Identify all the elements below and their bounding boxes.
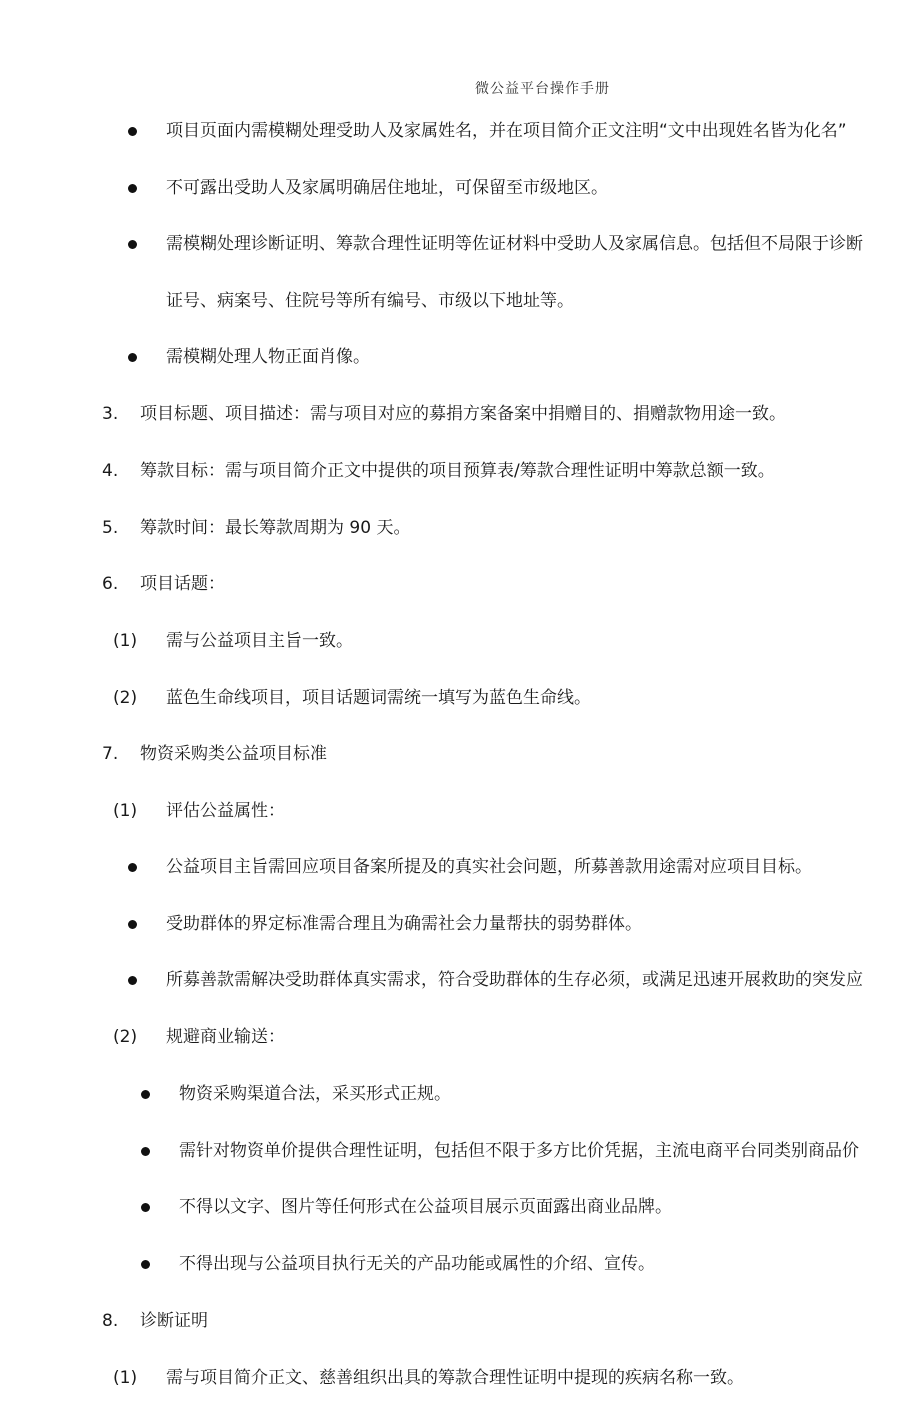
bullet-dot <box>128 240 137 249</box>
list-number: 4. <box>102 461 119 481</box>
list-number: 6. <box>102 574 119 594</box>
numbered-item: 筹款目标：需与项目简介正文中提供的项目预算表/筹款合理性证明中筹款总额一致。 <box>140 461 775 481</box>
bullet-item: 需模糊处理人物正面肖像。 <box>166 347 370 367</box>
bullet-dot <box>141 1260 150 1269</box>
list-number: 7. <box>102 744 119 764</box>
list-number: 8. <box>102 1311 119 1331</box>
page-header-title: 微公益平台操作手册 <box>475 81 610 97</box>
sub-number: (1) <box>113 1368 138 1388</box>
bullet-dot <box>128 920 137 929</box>
sub-number: (1) <box>113 631 138 651</box>
numbered-item: 筹款时间：最长筹款周期为 90 天。 <box>140 518 411 538</box>
bullet-item: 不得以文字、图片等任何形式在公益项目展示页面露出商业品牌。 <box>179 1197 672 1217</box>
sub-item: 规避商业输送： <box>166 1027 285 1047</box>
bullet-dot <box>128 127 137 136</box>
bullet-dot <box>128 184 137 193</box>
bullet-item: 所募善款需解决受助群体真实需求，符合受助群体的生存必须，或满足迅速开展救助的突发应 <box>166 970 863 990</box>
bullet-dot <box>141 1203 150 1212</box>
numbered-item: 项目标题、项目描述：需与项目对应的募捐方案备案中捐赠目的、捐赠款物用途一致。 <box>140 404 786 424</box>
numbered-item: 项目话题： <box>140 574 225 594</box>
sub-item: 需与项目简介正文、慈善组织出具的筹款合理性证明中提现的疾病名称一致。 <box>166 1368 744 1388</box>
sub-item: 蓝色生命线项目，项目话题词需统一填写为蓝色生命线。 <box>166 688 591 708</box>
sub-item: 需与公益项目主旨一致。 <box>166 631 353 651</box>
bullet-item: 物资采购渠道合法，采买形式正规。 <box>179 1084 451 1104</box>
bullet-dot <box>141 1147 150 1156</box>
bullet-item-continuation: 证号、病案号、住院号等所有编号、市级以下地址等。 <box>166 291 574 311</box>
bullet-dot <box>141 1090 150 1099</box>
bullet-dot <box>128 863 137 872</box>
bullet-item: 公益项目主旨需回应项目备案所提及的真实社会问题，所募善款用途需对应项目目标。 <box>166 857 812 877</box>
bullet-item: 需模糊处理诊断证明、筹款合理性证明等佐证材料中受助人及家属信息。包括但不局限于诊断 <box>166 234 863 254</box>
numbered-item: 诊断证明 <box>140 1311 208 1331</box>
sub-number: (1) <box>113 801 138 821</box>
bullet-item: 不可露出受助人及家属明确居住地址，可保留至市级地区。 <box>166 178 608 198</box>
bullet-item: 受助群体的界定标准需合理且为确需社会力量帮扶的弱势群体。 <box>166 914 642 934</box>
bullet-dot <box>128 353 137 362</box>
bullet-item: 需针对物资单价提供合理性证明，包括但不限于多方比价凭据，主流电商平台同类别商品价 <box>179 1141 859 1161</box>
bullet-dot <box>128 976 137 985</box>
bullet-item: 项目页面内需模糊处理受助人及家属姓名，并在项目简介正文注明“文中出现姓名皆为化名” <box>166 121 847 141</box>
sub-number: (2) <box>113 1027 138 1047</box>
sub-item: 评估公益属性： <box>166 801 285 821</box>
list-number: 5. <box>102 518 119 538</box>
bullet-item: 不得出现与公益项目执行无关的产品功能或属性的介绍、宣传。 <box>179 1254 655 1274</box>
sub-number: (2) <box>113 688 138 708</box>
list-number: 3. <box>102 404 119 424</box>
numbered-item: 物资采购类公益项目标准 <box>140 744 327 764</box>
